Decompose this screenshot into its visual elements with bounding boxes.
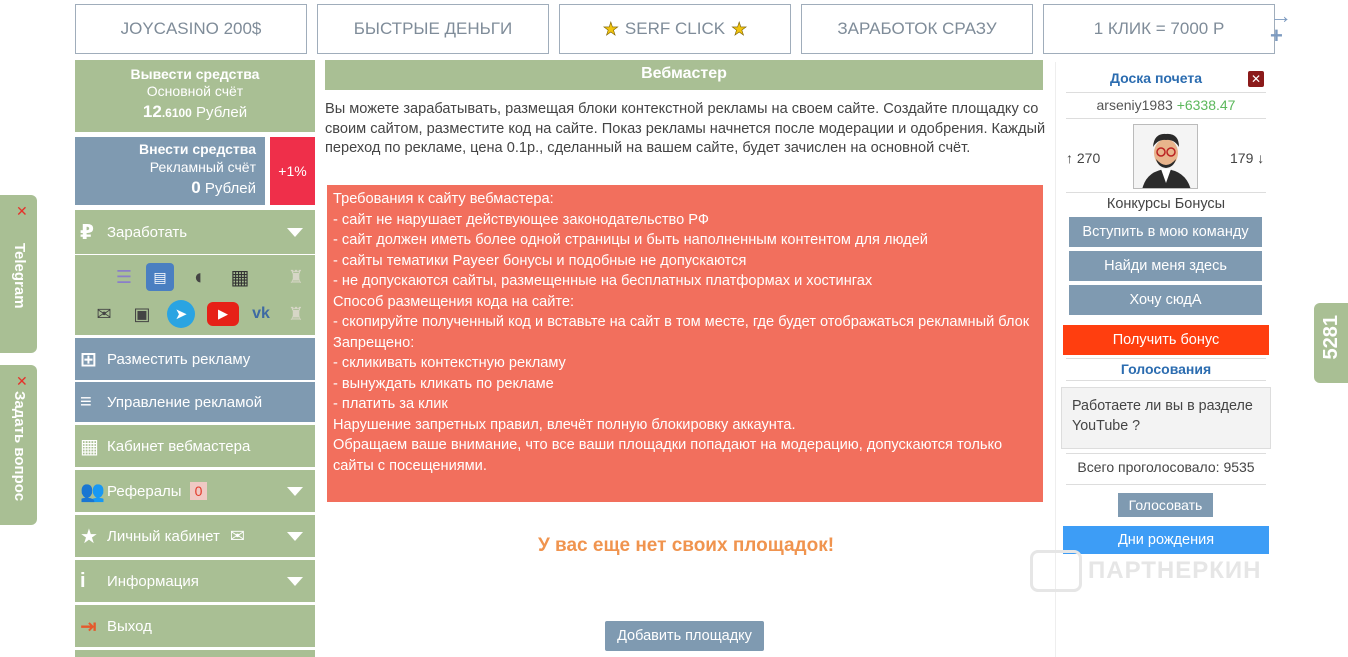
banner-one-click[interactable]: 1 КЛИК = 7000 Р [1043, 4, 1275, 54]
find-me-button[interactable]: Найди меня здесь [1069, 251, 1262, 281]
bars-icon: ≡ [80, 390, 92, 413]
intro-text: Вы можете зарабатывать, размещая блоки контекстной рекламы на своем сайте. Создайте площадку со своим сайтом, разместите код на сайте. Показ рекламы начнется после модерации и одобрения. Каждый переход по рекламе, цена 0.1р., сделанный на вашем сайте, будет зачислен на основной счёт. [325, 101, 1046, 156]
withdraw-panel[interactable] [75, 60, 315, 132]
menu-manage-ads[interactable]: ≡ Управление рекламой [75, 382, 315, 422]
info-icon: i [80, 569, 86, 592]
divider [1066, 358, 1266, 359]
task-list-icon[interactable]: ☰ [115, 266, 133, 287]
down-count: 179 ↓ [1230, 150, 1265, 166]
menu-info[interactable]: i Информация [75, 560, 315, 602]
deposit-account: Рекламный счёт [149, 159, 256, 175]
table-icon: ▦ [80, 435, 99, 458]
watermark-logo-icon [1030, 550, 1082, 592]
star-icon: ★ [602, 18, 619, 39]
divider [1066, 380, 1266, 381]
chevron-down-icon [287, 487, 303, 496]
deposit-amount: 0 Рублей [191, 178, 256, 197]
deposit-bonus-badge[interactable]: +1% [270, 137, 315, 205]
solar-panel-icon[interactable]: ▦ [230, 266, 250, 289]
banner-joycasino[interactable]: JOYCASINO 200$ [75, 4, 307, 54]
trophy-icon[interactable]: ♜ [287, 266, 305, 287]
plus-square-icon: ⊞ [80, 348, 97, 371]
get-bonus-button[interactable]: Получить бонус [1063, 325, 1269, 355]
honor-board-title: Доска почета [1109, 70, 1202, 86]
banner-earn-now[interactable]: ЗАРАБОТОК СРАЗУ [801, 4, 1033, 54]
watermark: ПАРТНЕРКИН [1030, 550, 1262, 592]
ruble-icon: ₽ [80, 221, 94, 244]
youtube-icon[interactable]: ▶ [207, 302, 239, 326]
total-votes: Всего проголосовало: 9535 [1077, 459, 1255, 475]
telegram-tab[interactable]: ✕ Telegram [0, 195, 37, 353]
page-title: Вебмастер [325, 60, 1043, 90]
mail-icon[interactable]: ✉ [96, 303, 112, 324]
deposit-title: Внести средства [139, 141, 256, 157]
votes-title[interactable]: Голосования [1120, 361, 1212, 377]
telegram-icon[interactable]: ➤ [167, 300, 195, 328]
menu-cabinet[interactable]: ★ Личный кабинет ✉ [75, 515, 315, 557]
menu-next [75, 650, 315, 657]
star-icon: ★ [731, 18, 748, 39]
envelope-icon[interactable]: ✉ [229, 525, 245, 546]
menu-webmaster[interactable]: ▦ Кабинет вебмастера [75, 425, 315, 467]
banner-fast-money[interactable]: БЫСТРЫЕ ДЕНЬГИ [317, 4, 549, 54]
menu-earn[interactable]: ₽ Заработать [75, 210, 315, 254]
want-here-button[interactable]: Хочу сюдА [1069, 285, 1262, 315]
arrow-right-icon[interactable]: → + [1270, 3, 1292, 48]
trophy-icon[interactable]: ♜ [287, 303, 305, 324]
users-icon: 👥 [80, 480, 105, 503]
deposit-panel[interactable] [75, 137, 265, 205]
contests-bonuses-link[interactable]: Конкурсы Бонусы [1106, 196, 1226, 212]
up-count: ↑ 270 [1066, 150, 1101, 166]
vote-button[interactable]: Голосовать [1118, 493, 1213, 517]
honor-user[interactable]: arseniy1983 +6338.47 [1096, 97, 1236, 113]
birthdays-button[interactable]: Дни рождения [1063, 526, 1269, 554]
empty-sites-message: У вас еще нет своих площадок! [537, 535, 835, 556]
mouse-icon[interactable]: ◖ [191, 264, 205, 289]
banner-serf-click[interactable]: ★ SERF CLICK ★ [559, 4, 791, 54]
menu-place-ad[interactable]: ⊞ Разместить рекламу [75, 338, 315, 380]
menu-referrals[interactable]: 👥 Рефералы 0 [75, 470, 315, 512]
requirements-box: Требования к сайту вебмастера: - сайт не нарушает действующее законодательство РФ - сайт должен иметь более одной страницы и быть наполненным контентом для людей - сайты тематики Payeer бонусы и подобные не допускаются - не допускаются сайты, размещенные на бесплатных платформах и хостингах Способ размещения кода на сайте: - скопируйте полученный код и вставьте на сайт в том месте, где будет отображаться рекламный блок Запрещено: - скликивать контекстную рекламу - вынуждать кликать по рекламе - платить за клик Нарушение запретных правил, влечёт полную блокировку аккаунта. Обращаем ваше внимание, что все ваши площадки попадают на модерацию, допускаются только сайты с посещениями. [327, 185, 1043, 502]
visitor-counter-tab[interactable]: 5281 [1314, 303, 1348, 383]
vk-icon[interactable]: vk [252, 305, 270, 322]
close-icon[interactable]: ✕ [1248, 71, 1264, 87]
earn-icons-panel [75, 255, 315, 335]
sign-out-icon: ⇥ [80, 615, 97, 638]
add-site-button[interactable]: Добавить площадку [605, 621, 764, 651]
divider [1066, 118, 1266, 119]
close-icon[interactable]: ✕ [16, 373, 28, 389]
file-icon[interactable]: ▣ [133, 303, 151, 324]
divider [1066, 484, 1266, 485]
referrals-count-badge: 0 [190, 482, 208, 500]
join-team-button[interactable]: Вступить в мою команду [1069, 217, 1262, 247]
chevron-down-icon [287, 228, 303, 237]
chevron-down-icon [287, 532, 303, 541]
avatar[interactable] [1133, 124, 1198, 189]
withdraw-account: Основной счёт [146, 83, 244, 99]
withdraw-title: Вывести средства [130, 66, 260, 82]
withdraw-amount: 12.6100 Рублей [142, 102, 248, 121]
divider [1066, 92, 1266, 93]
ask-question-tab[interactable]: ✕ Задать вопрос [0, 365, 37, 525]
star-icon: ★ [80, 525, 98, 548]
close-icon[interactable]: ✕ [16, 203, 28, 219]
divider [1066, 192, 1266, 193]
menu-exit[interactable]: ⇥ Выход [75, 605, 315, 647]
document-icon[interactable]: ▤ [146, 263, 174, 291]
chevron-down-icon [287, 577, 303, 586]
divider [1066, 453, 1266, 454]
poll-question: Работаете ли вы в разделе YouTube ? [1061, 387, 1271, 449]
